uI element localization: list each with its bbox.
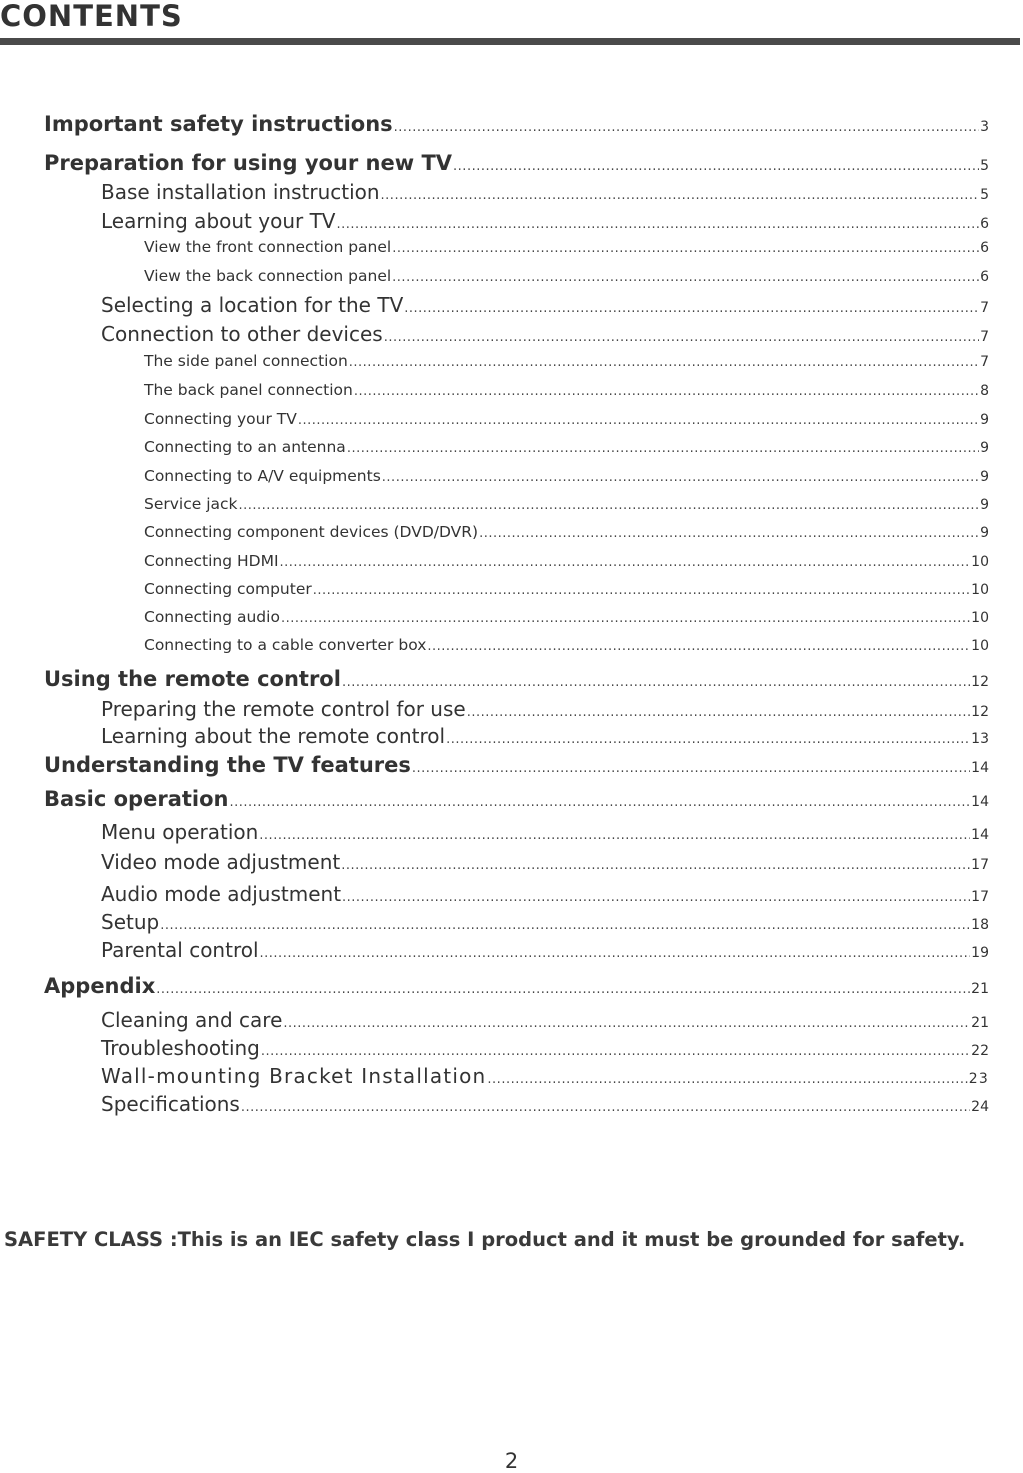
toc-entry-page: 6 xyxy=(980,240,989,256)
toc-dot-leader xyxy=(347,441,979,456)
toc-entry xyxy=(101,293,989,317)
toc-entry-title: Selecting a location for the TV xyxy=(101,293,404,317)
toc-entry xyxy=(101,938,989,962)
toc-entry-title: Using the remote control xyxy=(44,667,341,691)
toc-entry-title: Learning about your TV xyxy=(101,209,336,233)
toc-dot-leader xyxy=(427,639,970,654)
toc-entry-page: 18 xyxy=(971,917,989,933)
toc-entry-title: Understanding the TV features xyxy=(44,753,411,777)
toc-dot-leader xyxy=(354,384,979,399)
toc-entry xyxy=(101,697,989,721)
toc-entry-title: The side panel connection xyxy=(144,352,348,370)
toc-entry-page: 9 xyxy=(980,497,989,513)
toc-entry xyxy=(44,112,989,136)
toc-entry-page: 22 xyxy=(971,1043,989,1059)
toc-dot-leader xyxy=(160,918,970,933)
toc-dot-leader xyxy=(467,705,970,720)
toc-dot-leader xyxy=(336,217,979,232)
toc-entry xyxy=(101,322,989,346)
toc-entry-title: Menu operation xyxy=(101,820,259,844)
toc-entry-title: Base installation instruction xyxy=(101,180,380,204)
toc-dot-leader xyxy=(384,330,979,345)
toc-entry-title: Connecting HDMI xyxy=(144,552,279,570)
toc-entry-page: 14 xyxy=(971,794,989,810)
toc-entry-page: 7 xyxy=(980,300,989,316)
toc-entry-page: 12 xyxy=(971,674,989,690)
toc-entry-title: Wall-mounting Bracket Installation xyxy=(101,1064,487,1088)
toc-dot-leader xyxy=(446,732,970,747)
toc-entry xyxy=(101,1092,989,1116)
toc-dot-leader xyxy=(392,270,979,285)
toc-entry xyxy=(144,410,989,428)
toc-entry-page: 7 xyxy=(980,329,989,345)
toc-entry-title: Audio mode adjustment xyxy=(101,882,342,906)
toc-dot-leader xyxy=(280,555,971,570)
toc-entry-page: 3 xyxy=(980,119,989,135)
toc-entry xyxy=(144,467,989,485)
toc-dot-leader xyxy=(260,946,971,961)
toc-entry-title: Connecting computer xyxy=(144,580,312,598)
toc-entry xyxy=(101,850,989,874)
toc-entry-title: Parental control xyxy=(101,938,259,962)
toc-dot-leader xyxy=(298,413,979,428)
toc-entry-page: 10 xyxy=(971,554,989,570)
toc-entry-page: 9 xyxy=(980,440,989,456)
toc-entry-title: Connecting to A/V equipments xyxy=(144,467,381,485)
toc-entry-page: 19 xyxy=(971,945,989,961)
toc-entry-title: Connecting to an antenna xyxy=(144,438,346,456)
toc-entry xyxy=(144,523,989,541)
toc-entry-page: 9 xyxy=(980,469,989,485)
toc-dot-leader xyxy=(349,355,979,370)
toc-entry xyxy=(101,724,989,748)
toc-entry xyxy=(144,381,989,399)
toc-entry xyxy=(101,209,989,233)
toc-entry-page: 6 xyxy=(980,216,989,232)
toc-dot-leader xyxy=(487,1072,967,1087)
page-number: 2 xyxy=(504,1449,519,1473)
toc-entry xyxy=(144,580,989,598)
toc-entry xyxy=(101,180,989,204)
toc-entry-page: 10 xyxy=(971,610,989,626)
toc-entry-title: Service jack xyxy=(144,495,238,513)
toc-dot-leader xyxy=(259,828,970,843)
toc-entry xyxy=(144,608,989,626)
toc-entry-page: 14 xyxy=(971,760,989,776)
toc-entry-page: 5 xyxy=(980,187,989,203)
toc-entry-title: The back panel connection xyxy=(144,381,353,399)
toc-entry-title: Connection to other devices xyxy=(101,322,383,346)
toc-entry-page: 5 xyxy=(980,158,989,174)
toc-entry xyxy=(101,882,989,906)
toc-entry xyxy=(101,1008,989,1032)
toc-entry-page: 7 xyxy=(980,354,989,370)
toc-entry-title: View the front connection panel xyxy=(144,238,392,256)
toc-entry-page: 21 xyxy=(971,981,989,997)
toc-entry xyxy=(101,910,989,934)
toc-entry xyxy=(144,352,989,370)
toc-entry-title: Connecting component devices (DVD/DVR) xyxy=(144,523,479,541)
toc-dot-leader xyxy=(392,241,979,256)
toc-dot-leader xyxy=(342,675,970,690)
toc-entry-page: 10 xyxy=(971,582,989,598)
toc-entry xyxy=(144,636,989,654)
toc-entry-page: 9 xyxy=(980,525,989,541)
toc-dot-leader xyxy=(261,1044,970,1059)
toc-entry-title: Preparation for using your new TV xyxy=(44,151,453,175)
toc-entry-page: 9 xyxy=(980,412,989,428)
toc-dot-leader xyxy=(239,498,980,513)
toc-dot-leader xyxy=(394,120,979,135)
toc-entry xyxy=(44,667,989,691)
toc-entry-title: Learning about the remote control xyxy=(101,724,446,748)
toc-dot-leader xyxy=(404,301,979,316)
toc-entry xyxy=(101,1064,989,1088)
toc-entry-title: Preparing the remote control for use xyxy=(101,697,466,721)
toc-dot-leader xyxy=(241,1100,970,1115)
toc-entry xyxy=(144,238,989,256)
toc-entry-page: 23 xyxy=(968,1071,989,1087)
toc-entry-title: View the back connection panel xyxy=(144,267,392,285)
toc-entry-page: 17 xyxy=(971,889,989,905)
toc-entry xyxy=(144,552,989,570)
toc-dot-leader xyxy=(341,858,970,873)
toc-entry xyxy=(144,495,989,513)
toc-dot-leader xyxy=(382,470,979,485)
toc-entry-page: 14 xyxy=(971,827,989,843)
toc-entry-title: Cleaning and care xyxy=(101,1008,283,1032)
toc-entry xyxy=(101,1036,989,1060)
toc-entry-title: Connecting to a cable converter box xyxy=(144,636,427,654)
toc-dot-leader xyxy=(281,611,970,626)
toc-entry-page: 17 xyxy=(971,857,989,873)
toc-dot-leader xyxy=(229,795,970,810)
toc-entry-page: 21 xyxy=(971,1015,989,1031)
safety-notice: SAFETY CLASS :This is an IEC safety class I product and it must be grounded for safety. xyxy=(4,1228,966,1251)
toc-entry-title: Connecting audio xyxy=(144,608,280,626)
toc-entry xyxy=(44,753,989,777)
toc-entry xyxy=(44,151,989,175)
toc-dot-leader xyxy=(412,761,970,776)
toc-dot-leader xyxy=(479,526,979,541)
toc-entry-title: Video mode adjustment xyxy=(101,850,341,874)
toc-entry-title: Specifications xyxy=(101,1092,240,1116)
toc-entry xyxy=(44,974,989,998)
toc-entry-page: 12 xyxy=(971,704,989,720)
toc-entry xyxy=(44,787,989,811)
toc-entry-page: 24 xyxy=(971,1099,989,1115)
toc-dot-leader xyxy=(381,188,980,203)
toc-dot-leader xyxy=(453,159,979,174)
toc-dot-leader xyxy=(313,583,970,598)
toc-entry-title: Appendix xyxy=(44,974,156,998)
toc-entry-title: Basic operation xyxy=(44,787,229,811)
toc-entry-title: Setup xyxy=(101,910,160,934)
toc-entry-page: 10 xyxy=(971,638,989,654)
toc-entry-page: 13 xyxy=(971,731,989,747)
toc-dot-leader xyxy=(342,890,970,905)
page-title: CONTENTS xyxy=(0,0,183,33)
toc-entry-title: Troubleshooting xyxy=(101,1036,260,1060)
toc-entry xyxy=(144,438,989,456)
toc-entry-title: Connecting your TV xyxy=(144,410,297,428)
toc-entry-page: 6 xyxy=(980,269,989,285)
toc-dot-leader xyxy=(283,1016,970,1031)
toc-dot-leader xyxy=(156,982,970,997)
toc-entry xyxy=(144,267,989,285)
toc-entry-title: Important safety instructions xyxy=(44,112,393,136)
toc-entry xyxy=(101,820,989,844)
toc-entry-page: 8 xyxy=(980,383,989,399)
